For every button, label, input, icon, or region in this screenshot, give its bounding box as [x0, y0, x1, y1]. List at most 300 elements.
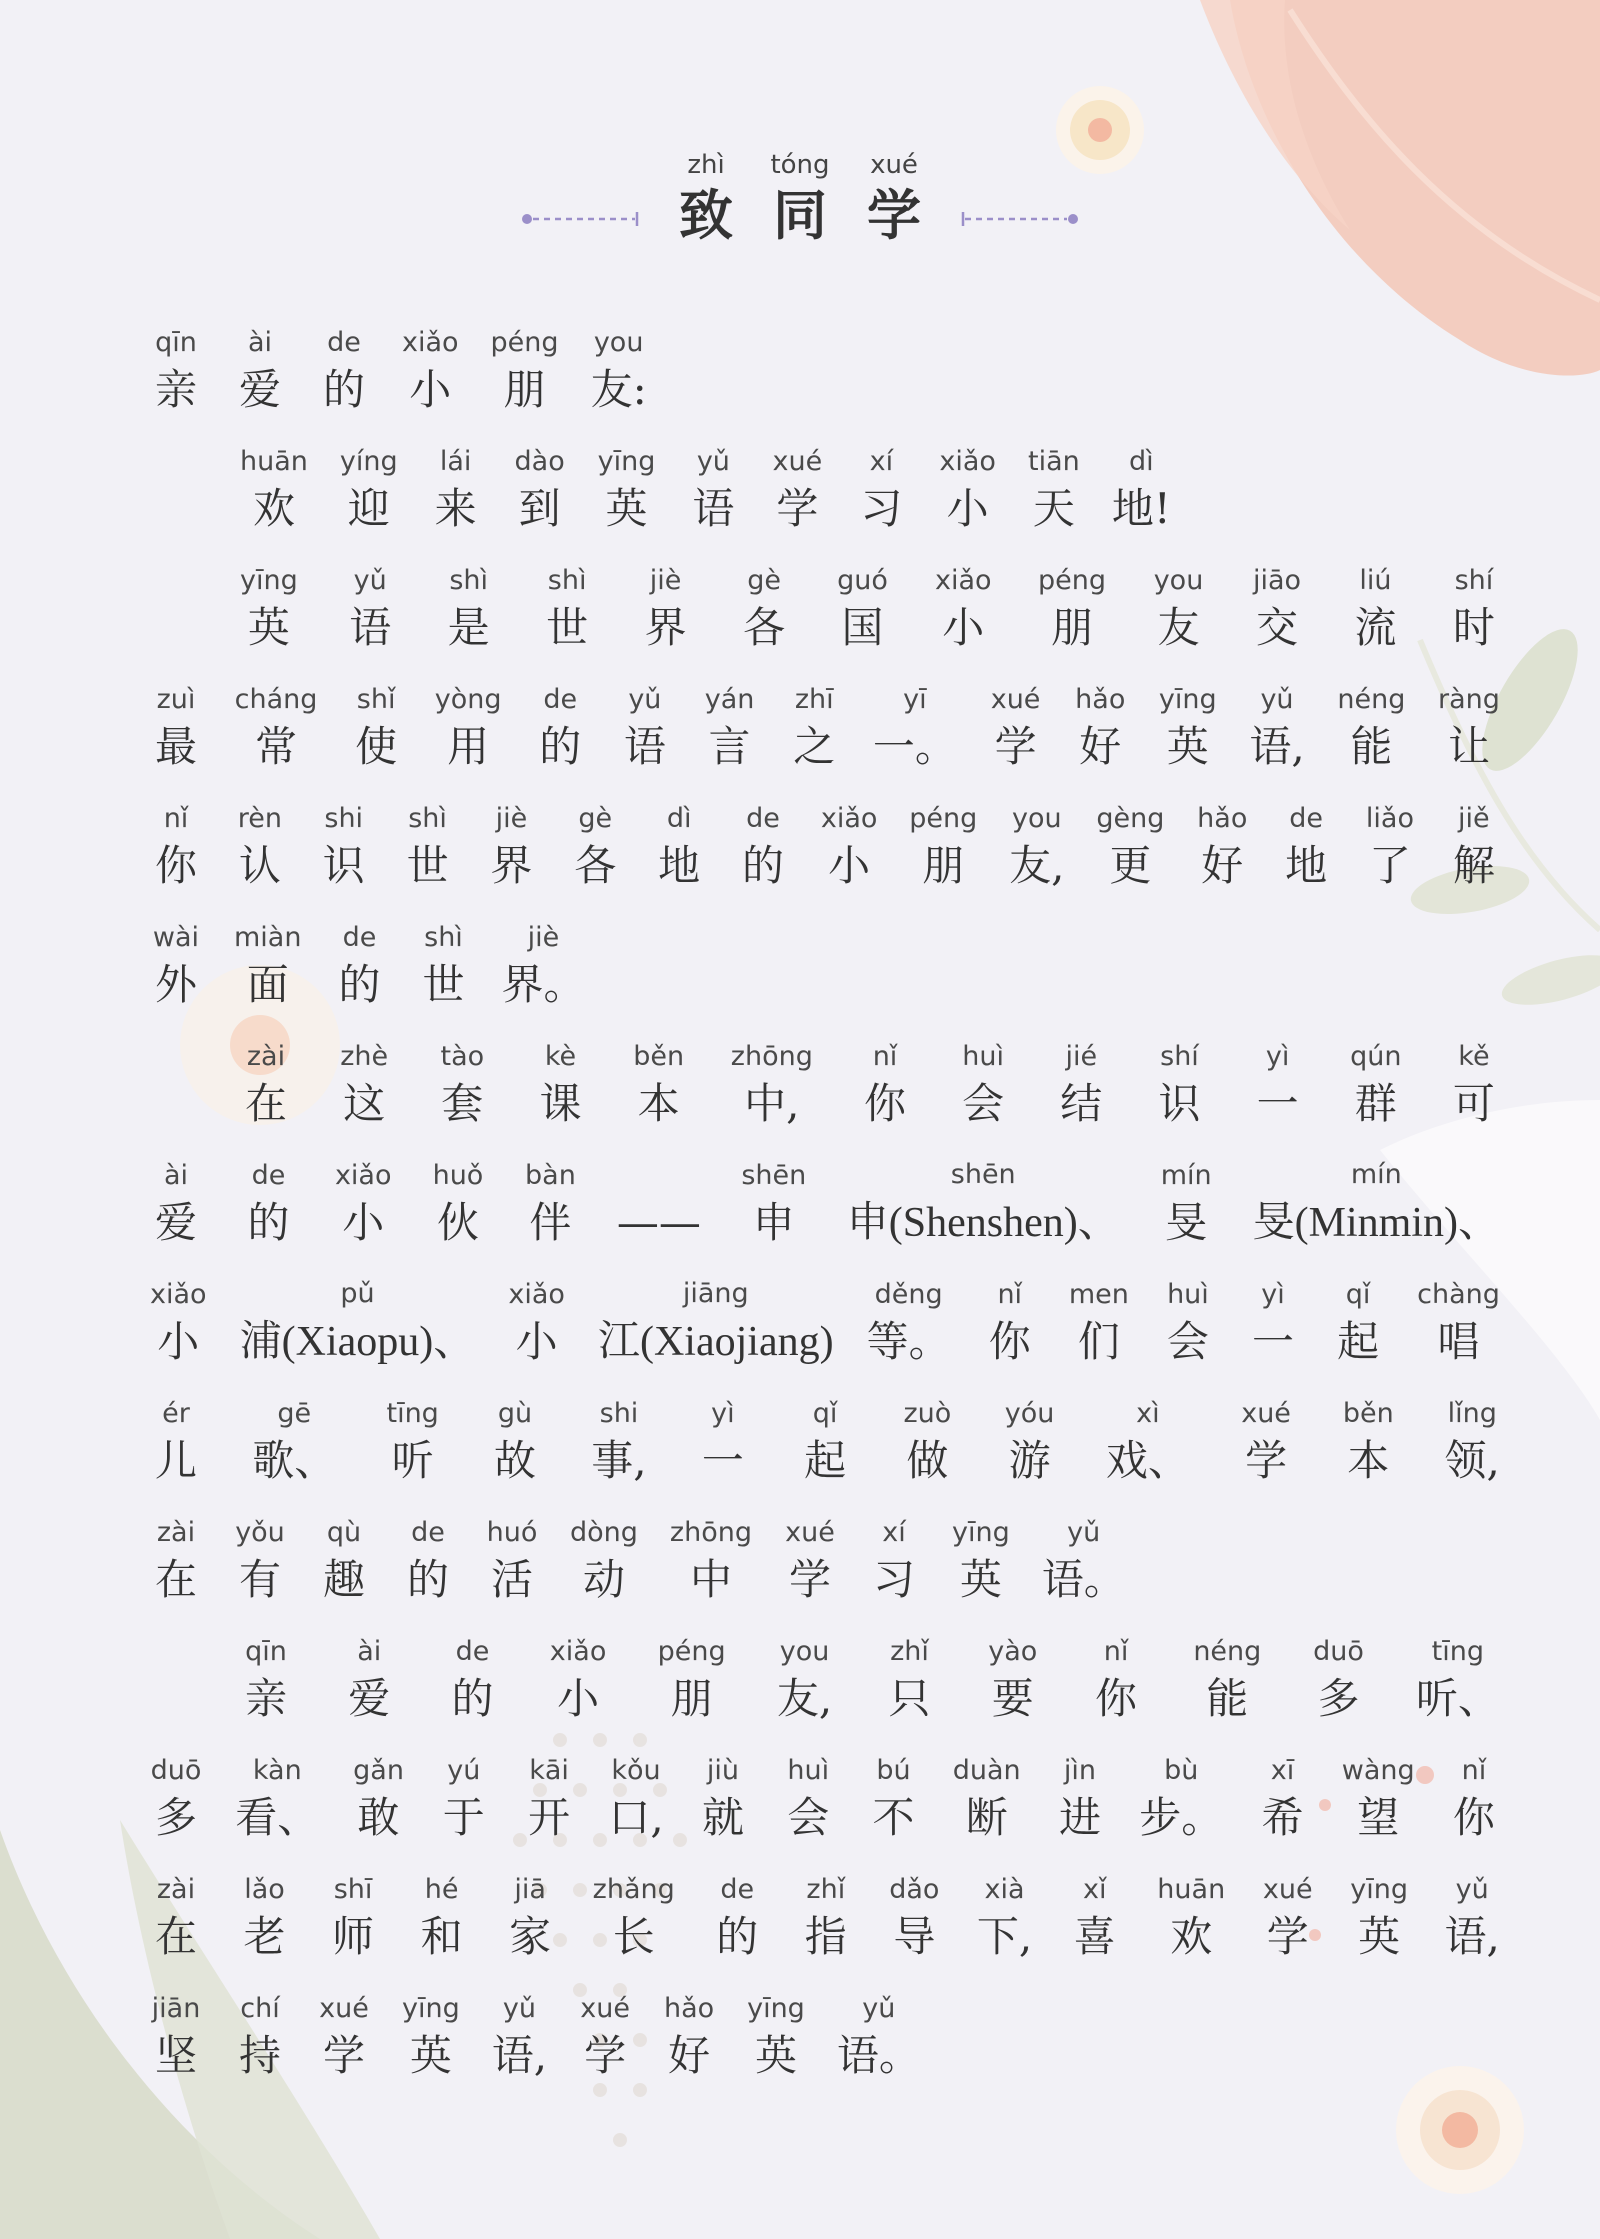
hanzi-text: 要 — [991, 1674, 1034, 1723]
hanzi — [702, 1789, 744, 1847]
pinyin: yīng — [1158, 684, 1217, 715]
pinyin: huó — [486, 1517, 538, 1548]
character-cell — [1038, 563, 1106, 657]
character-cell — [957, 1039, 1009, 1133]
hanzi-text: 中 — [689, 1555, 732, 1604]
hanzi — [671, 1670, 713, 1728]
character-cell — [1417, 1277, 1500, 1371]
character-cell — [1139, 1753, 1223, 1847]
pinyin: xiǎo — [402, 327, 459, 358]
hanzi — [828, 837, 870, 895]
hanzi — [1445, 1908, 1500, 1966]
character-cell — [884, 1634, 936, 1728]
pinyin: yú — [447, 1755, 481, 1786]
hanzi — [1059, 1789, 1101, 1847]
pinyin: duàn — [952, 1755, 1021, 1786]
hanzi-text: 希 — [1261, 1793, 1304, 1842]
hanzi — [358, 1789, 400, 1847]
hanzi-text: 致 — [679, 183, 733, 247]
hanzi-text: 界。 — [501, 960, 586, 1009]
pinyin: tiān — [1028, 446, 1080, 477]
hanzi-text: 师 — [332, 1912, 375, 1961]
hanzi — [773, 182, 827, 248]
pinyin: xiǎo — [334, 1160, 392, 1191]
hanzi-text: 小 — [515, 1317, 558, 1366]
hanzi — [504, 361, 546, 419]
hanzi — [539, 718, 581, 776]
character-cell — [1055, 1039, 1107, 1133]
pinyin: huì — [1167, 1279, 1209, 1310]
pinyin: zài — [156, 1517, 196, 1548]
character-cell — [570, 1515, 638, 1609]
character-cell — [1240, 1396, 1292, 1490]
hanzi — [557, 1670, 599, 1728]
hanzi — [343, 1075, 385, 1133]
character-cell — [150, 1396, 202, 1490]
hanzi-text: 迎 — [347, 484, 390, 533]
pinyin: xiǎo — [935, 565, 992, 596]
pinyin: qīn — [245, 1636, 287, 1667]
character-cell — [1448, 563, 1500, 657]
hanzi-text: 地 — [1285, 841, 1328, 890]
hanzi — [1453, 1075, 1495, 1133]
character-cell — [402, 325, 459, 419]
hanzi — [355, 718, 397, 776]
hanzi-text: 结 — [1060, 1079, 1103, 1128]
character-cell — [697, 1396, 749, 1490]
pinyin: zài — [246, 1041, 286, 1072]
hanzi-text: 事, — [591, 1436, 647, 1485]
pinyin: wàng — [1341, 1755, 1415, 1786]
character-cell — [240, 444, 308, 538]
hanzi — [155, 837, 197, 895]
hanzi — [348, 1670, 390, 1728]
pinyin: ér — [162, 1398, 190, 1429]
hanzi — [977, 1908, 1032, 1966]
pinyin: shì — [449, 565, 489, 596]
pinyin: zhǐ — [806, 1874, 846, 1905]
pinyin: nǐ — [1461, 1755, 1487, 1786]
pinyin: xiǎo — [508, 1279, 565, 1310]
pinyin: gǎn — [353, 1755, 404, 1786]
character-cell — [1112, 444, 1171, 538]
character-cell — [633, 1039, 685, 1133]
pinyin: xué — [580, 1993, 630, 2024]
pinyin: duō — [150, 1755, 202, 1786]
character-cell — [534, 1039, 586, 1133]
hanzi — [1318, 1670, 1360, 1728]
hanzi-text: 使 — [355, 722, 398, 771]
pinyin: qǐ — [812, 1398, 838, 1429]
hanzi-text: 言 — [708, 722, 751, 771]
hanzi — [743, 599, 785, 657]
hanzi — [1261, 1789, 1303, 1847]
hanzi-text: 让 — [1447, 722, 1490, 771]
pinyin: nǐ — [163, 803, 189, 834]
character-cell — [1448, 1039, 1500, 1133]
pinyin: zài — [156, 1874, 196, 1905]
hanzi — [1051, 599, 1093, 657]
pinyin: guó — [837, 565, 888, 596]
pinyin: liǎo — [1365, 803, 1414, 834]
character-cell — [598, 1276, 834, 1371]
hanzi — [253, 480, 295, 538]
hanzi-text: 江 — [597, 1316, 640, 1365]
hanzi-text: 英 — [959, 1555, 1002, 1604]
hanzi — [922, 837, 964, 895]
character-cell — [501, 920, 585, 1014]
hanzi — [1201, 837, 1243, 895]
hanzi-text: 识 — [322, 841, 365, 890]
pinyin: kè — [544, 1041, 577, 1072]
hanzi — [519, 480, 561, 538]
hanzi — [245, 1075, 287, 1133]
hanzi — [893, 1908, 935, 1966]
pinyin: you — [593, 327, 644, 358]
hanzi — [605, 480, 647, 538]
pinyin: gē — [277, 1398, 312, 1429]
title-rule-right — [959, 212, 1079, 226]
character-cell — [402, 801, 454, 895]
hanzi-text: 小 — [557, 1674, 600, 1723]
hanzi — [789, 1551, 831, 1609]
hanzi-text: 语 — [349, 603, 392, 652]
hanzi-text: 小 — [409, 365, 452, 414]
hanzi-text: 界 — [644, 603, 687, 652]
hanzi-text: 导 — [893, 1912, 936, 1961]
hanzi — [864, 1075, 906, 1133]
character-cell — [901, 1396, 953, 1490]
hanzi — [338, 956, 380, 1014]
hanzi — [492, 2027, 547, 2085]
character-cell — [1157, 1872, 1225, 1966]
hanzi — [906, 1432, 948, 1490]
character-cell — [430, 444, 482, 538]
character-cell — [150, 682, 202, 776]
hanzi-text: 友 — [1157, 603, 1200, 652]
character-cell — [240, 1276, 476, 1371]
character-cell — [435, 682, 502, 776]
character-cell — [150, 1991, 202, 2085]
character-cell — [658, 1634, 726, 1728]
hanzi-text: 戏、 — [1105, 1436, 1190, 1485]
pinyin: qù — [326, 1517, 362, 1548]
pinyin: de — [251, 1160, 286, 1191]
character-cell — [1337, 682, 1405, 776]
hanzi-text: 世 — [422, 960, 465, 1009]
hanzi — [1078, 1313, 1120, 1371]
character-cell — [598, 444, 656, 538]
character-cell — [489, 1396, 541, 1490]
hanzi — [1009, 837, 1064, 895]
pinyin: shì — [424, 922, 463, 953]
hanzi — [1350, 718, 1392, 776]
character-cell — [788, 682, 840, 776]
hanzi-text: 界 — [490, 841, 533, 890]
text-line — [150, 1133, 1500, 1252]
hanzi — [247, 1194, 289, 1252]
hanzi-text: 的 — [716, 1912, 759, 1961]
character-cell — [150, 1277, 207, 1371]
hanzi-text: 英 — [1358, 1912, 1401, 1961]
pinyin: shì — [547, 565, 587, 596]
pinyin: shi — [324, 803, 364, 834]
hanzi — [422, 956, 464, 1014]
character-cell — [617, 1158, 701, 1252]
character-cell — [150, 1872, 202, 1966]
character-cell — [1416, 1634, 1500, 1728]
hanzi-text: 到 — [518, 484, 561, 533]
hanzi-text: 小 — [942, 603, 985, 652]
hanzi-text: 爱 — [154, 1198, 197, 1247]
hanzi-text: 趣 — [322, 1555, 365, 1604]
latin-name: (Minmin)、 — [1294, 1200, 1500, 1246]
character-cell — [837, 563, 889, 657]
hanzi-text: 们 — [1077, 1317, 1120, 1366]
hanzi — [842, 599, 884, 657]
hanzi-text: 好 — [668, 2031, 711, 2080]
hanzi-text: 能 — [1350, 722, 1393, 771]
pinyin: xī — [1270, 1755, 1295, 1786]
hanzi — [155, 1432, 197, 1490]
hanzi — [847, 1193, 1120, 1252]
pinyin: zhōng — [730, 1041, 813, 1072]
hanzi-text: 友, — [776, 1674, 833, 1723]
character-cell — [1004, 1396, 1056, 1490]
hanzi — [995, 718, 1037, 776]
hanzi — [992, 1670, 1034, 1728]
pinyin: shi — [599, 1398, 639, 1429]
pinyin: xià — [984, 1874, 1025, 1905]
pinyin: yīng — [240, 565, 298, 596]
pinyin: yǔ — [1067, 1517, 1101, 1548]
pinyin: jiè — [495, 803, 528, 834]
page-title — [0, 148, 1600, 248]
hanzi — [889, 1670, 931, 1728]
hanzi-text: 外 — [154, 960, 197, 1009]
character-cell — [821, 801, 878, 895]
hanzi — [1453, 837, 1495, 895]
hanzi — [157, 1313, 199, 1371]
character-cell — [1313, 1634, 1365, 1728]
pinyin: yǔ — [502, 1993, 536, 2024]
hanzi-text: 本 — [637, 1079, 680, 1128]
hanzi — [437, 1194, 479, 1252]
hanzi — [753, 1194, 795, 1252]
character-cell — [541, 563, 593, 657]
hanzi — [1438, 1313, 1480, 1371]
character-cell — [939, 444, 996, 538]
character-cell — [1247, 1277, 1299, 1371]
hanzi — [867, 182, 921, 248]
character-cell — [234, 1515, 286, 1609]
pinyin: lái — [439, 446, 472, 477]
hanzi — [591, 1432, 646, 1490]
hanzi-text: 同 — [773, 183, 827, 247]
pinyin: ài — [357, 1636, 382, 1667]
hanzi-text: 一 — [1252, 1317, 1295, 1366]
hanzi — [702, 1432, 744, 1490]
hanzi-text: 好 — [1079, 722, 1122, 771]
hanzi — [1256, 599, 1298, 657]
hanzi — [658, 837, 700, 895]
character-cell — [333, 920, 385, 1014]
character-cell — [659, 148, 753, 248]
hanzi — [323, 361, 365, 419]
hanzi — [1416, 1670, 1500, 1728]
hanzi-text: 学 — [1245, 1436, 1288, 1485]
hanzi-text: 持 — [238, 2031, 281, 2080]
hanzi — [716, 1908, 758, 1966]
hanzi-text: 多 — [1317, 1674, 1360, 1723]
pinyin: de — [1289, 803, 1323, 834]
hanzi-text: 朋 — [1051, 603, 1094, 652]
pinyin: jiè — [649, 565, 682, 596]
latin-name: (Xiaopu)、 — [281, 1319, 476, 1365]
hanzi — [491, 1551, 533, 1609]
character-cell — [318, 1991, 370, 2085]
character-cell — [1162, 1277, 1214, 1371]
character-cell — [436, 1039, 488, 1133]
text-line — [150, 1371, 1500, 1490]
character-cell — [1342, 1396, 1394, 1490]
pinyin: liú — [1359, 565, 1392, 596]
hanzi-text: 指 — [804, 1912, 847, 1961]
hanzi — [1167, 718, 1209, 776]
hanzi-text: 口, — [608, 1793, 664, 1842]
character-cell — [491, 325, 559, 419]
character-cell — [234, 801, 286, 895]
pinyin: tīng — [386, 1398, 439, 1429]
character-cell — [1448, 801, 1500, 895]
character-cell — [1074, 682, 1126, 776]
character-cell — [935, 563, 992, 657]
character-cell — [859, 1039, 911, 1133]
hanzi — [447, 718, 489, 776]
pinyin: lǎo — [244, 1874, 285, 1905]
hanzi-text: 学 — [867, 183, 921, 247]
character-cell — [1445, 1396, 1500, 1490]
pinyin: zhī — [794, 684, 834, 715]
character-cell — [868, 1515, 920, 1609]
hanzi-text: 和 — [420, 1912, 463, 1961]
character-cell — [240, 563, 298, 657]
hanzi — [1337, 1313, 1379, 1371]
character-cell — [504, 1872, 556, 1966]
pinyin: zhōng — [669, 1517, 752, 1548]
pinyin: děng — [874, 1279, 943, 1310]
hanzi-text: 在 — [154, 1912, 197, 1961]
hanzi-text: 语, — [1444, 1912, 1500, 1961]
character-cell — [1262, 1872, 1314, 1966]
hanzi-text: 爱 — [348, 1674, 391, 1723]
hanzi-text: 领, — [1444, 1436, 1500, 1485]
character-cell — [340, 444, 398, 538]
hanzi — [1267, 1908, 1309, 1966]
hanzi — [1206, 1670, 1248, 1728]
character-cell — [335, 1158, 392, 1252]
pinyin: yǔ — [353, 565, 387, 596]
hanzi-text: 活 — [490, 1555, 533, 1604]
hanzi — [617, 1194, 701, 1252]
pinyin: bàn — [525, 1160, 576, 1191]
hanzi-text: 不 — [872, 1793, 915, 1842]
hanzi-text: 在 — [154, 1555, 197, 1604]
hanzi — [392, 1432, 434, 1490]
hanzi — [1074, 1908, 1116, 1966]
pinyin: zhǎng — [592, 1874, 675, 1905]
hanzi — [867, 1313, 951, 1371]
hanzi-text: 敢 — [357, 1793, 400, 1842]
pinyin: yào — [988, 1636, 1038, 1667]
hanzi-text: 做 — [906, 1436, 949, 1485]
hanzi-text: 英 — [605, 484, 648, 533]
character-cell — [234, 1991, 286, 2085]
character-cell — [1349, 563, 1401, 657]
hanzi-text: 友: — [590, 365, 647, 414]
character-cell — [492, 1991, 547, 2085]
pinyin: zhè — [340, 1041, 389, 1072]
hanzi — [613, 1908, 655, 1966]
flower-decoration — [1396, 2066, 1524, 2194]
hanzi — [348, 480, 390, 538]
pinyin: yīng — [402, 1993, 460, 2024]
character-cell — [1193, 1634, 1261, 1728]
hanzi-text: 伴 — [529, 1198, 572, 1247]
character-cell — [670, 1515, 752, 1609]
hanzi — [873, 718, 957, 776]
hanzi — [1033, 480, 1075, 538]
hanzi — [443, 1789, 485, 1847]
hanzi — [255, 718, 297, 776]
hanzi-text: 家 — [509, 1912, 552, 1961]
hanzi — [805, 1908, 847, 1966]
pinyin: shēn — [950, 1159, 1016, 1190]
text-line — [150, 300, 1500, 419]
pinyin: huì — [962, 1041, 1005, 1072]
text-line — [150, 1014, 1500, 1133]
pinyin: qīn — [155, 327, 197, 358]
pinyin: néng — [1193, 1636, 1262, 1667]
character-cell — [1342, 1753, 1415, 1847]
hanzi — [1158, 1075, 1200, 1133]
character-cell — [1249, 682, 1304, 776]
pinyin: péng — [1038, 565, 1107, 596]
character-cell — [432, 1158, 484, 1252]
hanzi — [690, 1551, 732, 1609]
hanzi-text: 你 — [1452, 1793, 1495, 1842]
pinyin: miàn — [234, 922, 302, 953]
hanzi — [239, 1551, 281, 1609]
hanzi — [239, 2027, 281, 2085]
hanzi-text: 欢 — [252, 484, 295, 533]
hanzi — [1252, 1313, 1294, 1371]
hanzi-text: 学 — [1266, 1912, 1309, 1961]
hanzi-text: 语。 — [1041, 1555, 1126, 1604]
hanzi-text: 多 — [154, 1793, 197, 1842]
character-cell — [591, 1396, 646, 1490]
character-cell — [343, 1634, 395, 1728]
character-cell — [753, 148, 847, 248]
title-rule-left — [521, 212, 641, 226]
character-cell — [782, 1753, 834, 1847]
pinyin: gè — [578, 803, 613, 834]
hanzi-text: 学 — [322, 2031, 365, 2080]
hanzi — [755, 2027, 797, 2085]
character-cell — [977, 1872, 1032, 1966]
pinyin: huì — [787, 1755, 830, 1786]
hanzi — [584, 2027, 626, 2085]
